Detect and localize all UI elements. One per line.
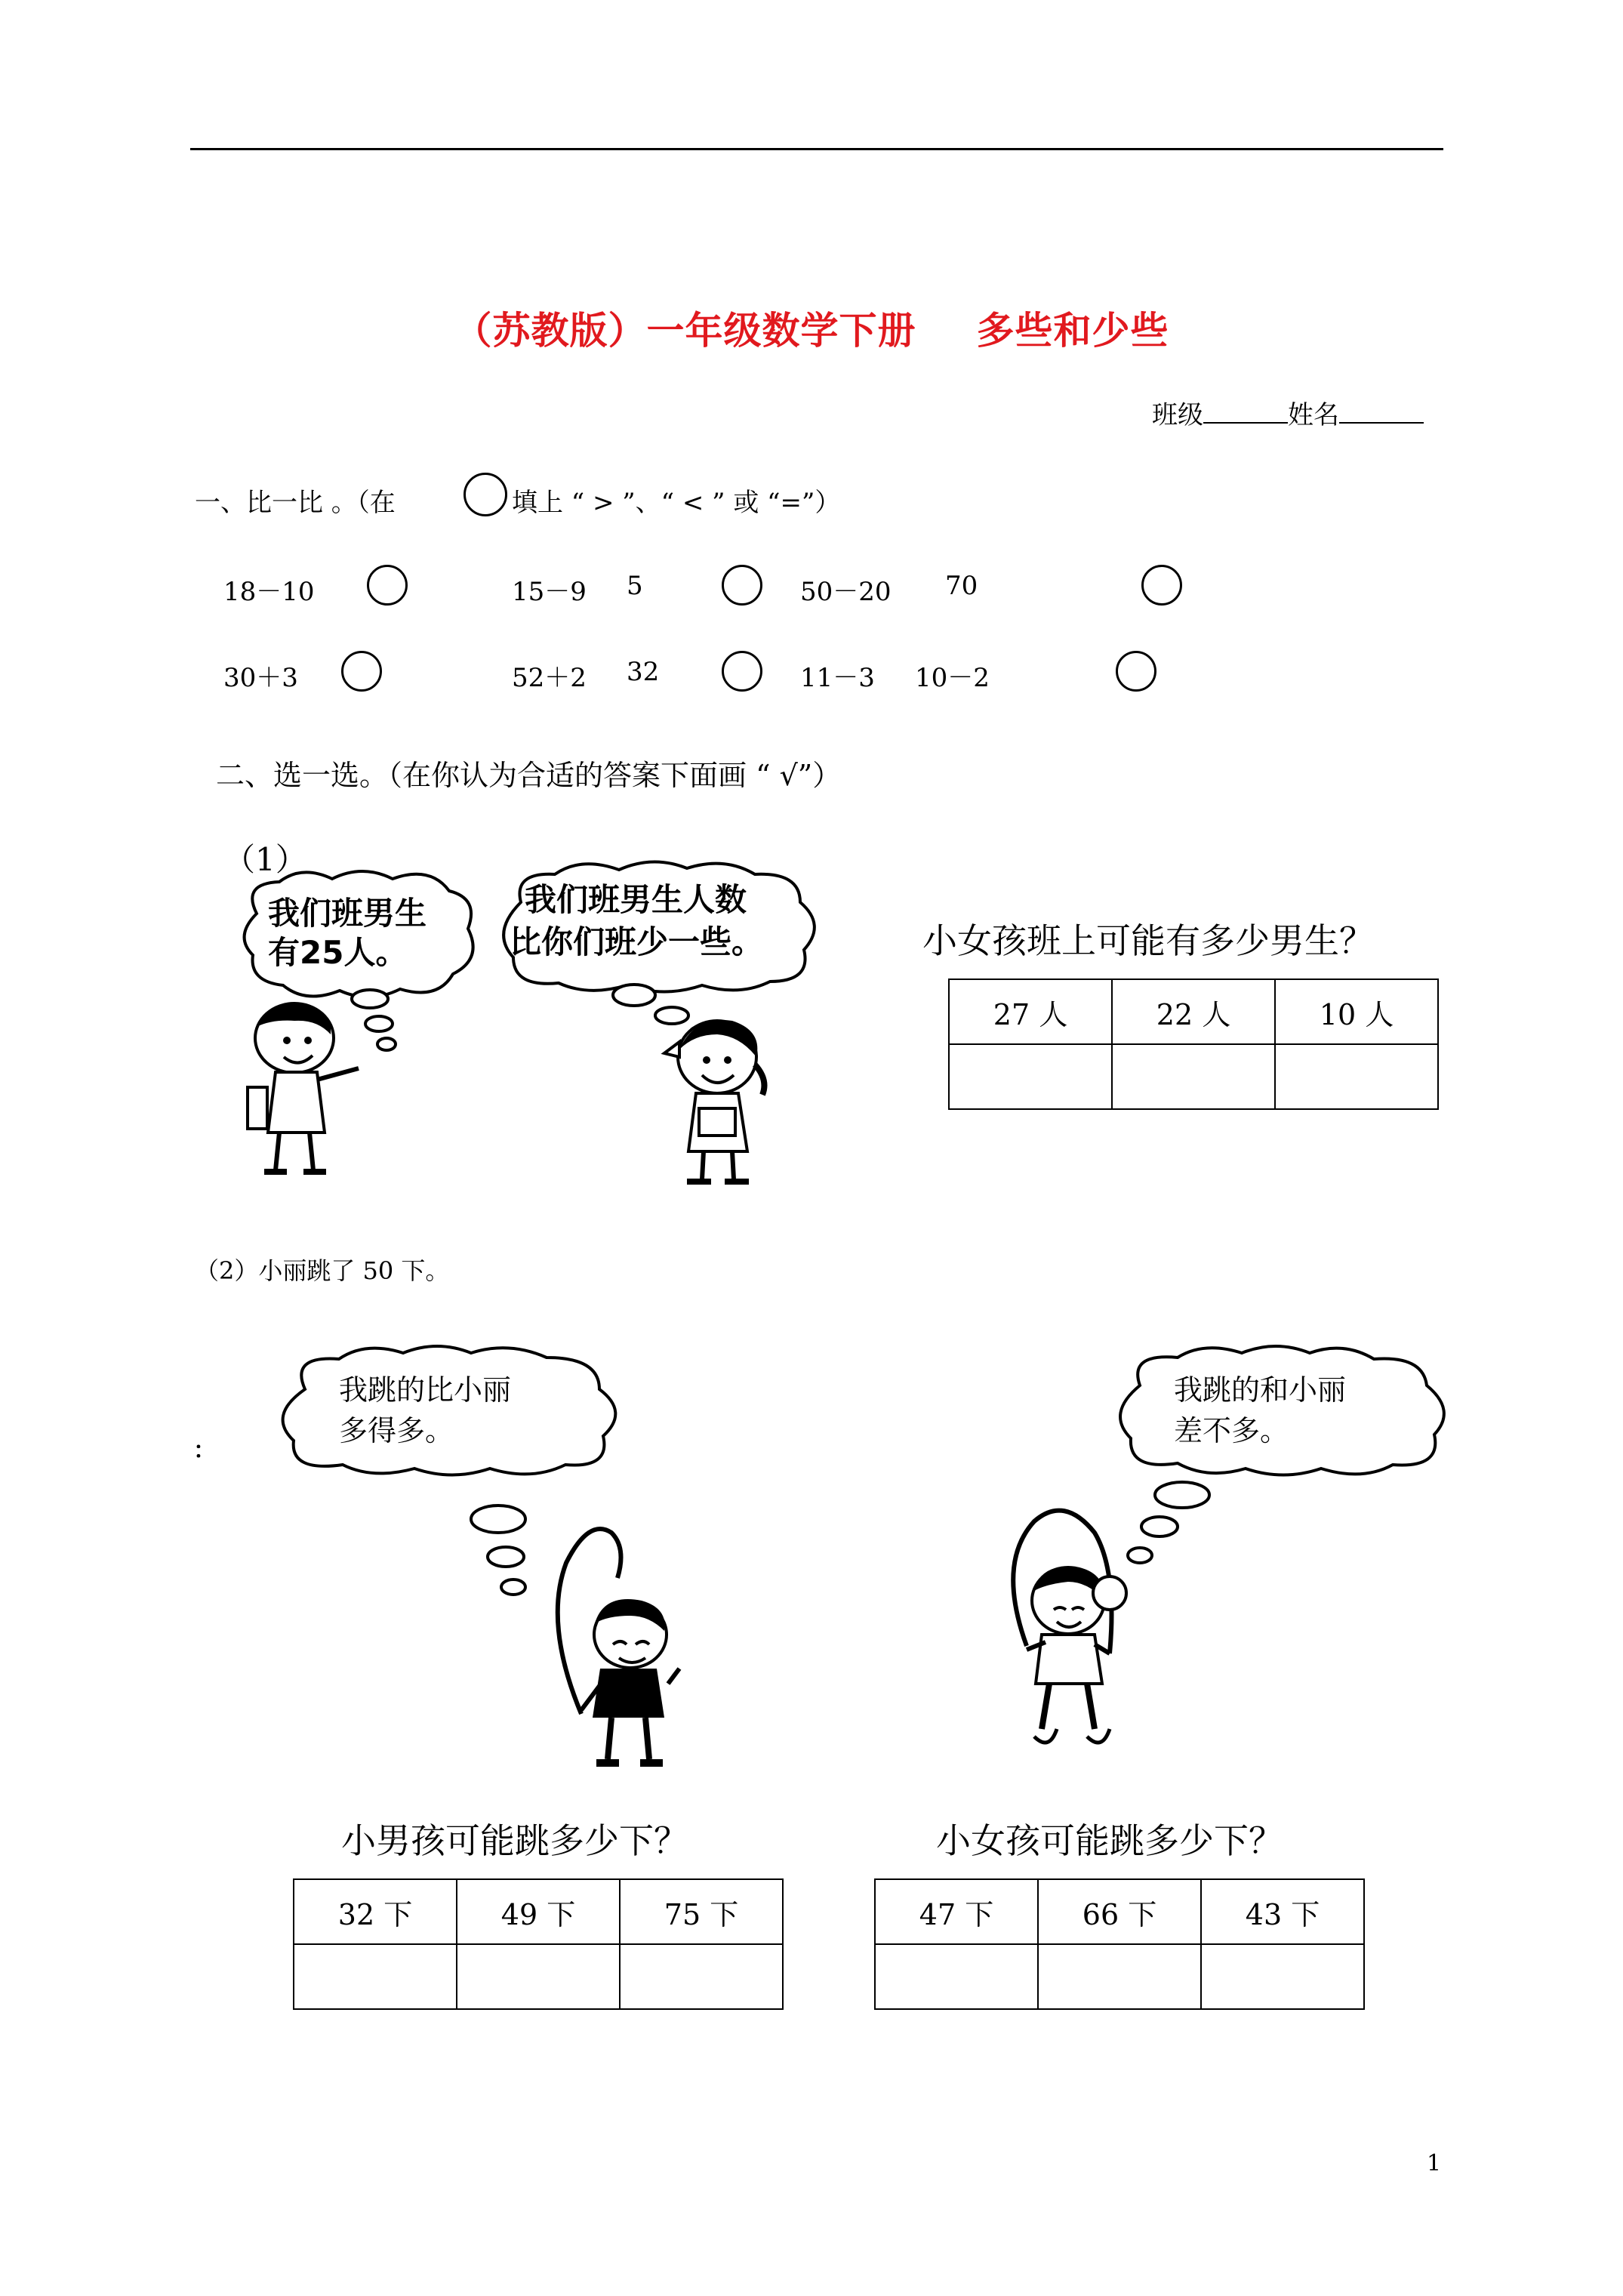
q1-option: 22 人 xyxy=(1112,979,1275,1044)
expr-r1-2: 15－9 xyxy=(512,577,587,607)
q2-boy-answer-table xyxy=(293,1878,784,2010)
answer-circle[interactable] xyxy=(367,565,408,606)
section1-heading-b: 填上 “ > ”、“ < ” 或 “=”） xyxy=(512,488,841,518)
q2-girl-option: 47 下 xyxy=(875,1879,1038,1944)
q1-option: 10 人 xyxy=(1275,979,1438,1044)
answer-circle[interactable] xyxy=(341,651,382,692)
page-number: 1 xyxy=(1427,2150,1442,2177)
q2-girl-answer-table xyxy=(874,1878,1365,2010)
section1-heading-a: 一、比一比 。（在 xyxy=(195,488,396,518)
expr-r1-1: 18－10 xyxy=(223,577,315,607)
girl2-speech-cloud xyxy=(1102,1344,1464,1480)
boy-jump-rope-illustration xyxy=(528,1518,702,1782)
q2-girl-option: 66 下 xyxy=(1038,1879,1201,1944)
q1-question: 小女孩班上可能有多少男生？ xyxy=(922,920,1374,961)
boy-cloud-line2: 有25人。 xyxy=(268,934,408,971)
section2-heading: 二、选一选。（在你认为合适的答案下面画 “ √”） xyxy=(216,759,842,792)
boy-illustration xyxy=(234,997,377,1185)
expr-r1-3: 5 xyxy=(627,571,643,601)
answer-circle[interactable] xyxy=(722,651,762,692)
example-circle xyxy=(463,473,507,516)
q1-answer-cell[interactable] xyxy=(1112,1044,1275,1109)
title-main: （苏教版）一年级数学下册 xyxy=(454,308,916,353)
q1-option: 27 人 xyxy=(949,979,1112,1044)
class-label: 班级 xyxy=(1152,400,1203,430)
answer-circle[interactable] xyxy=(1141,565,1182,606)
page-title xyxy=(0,300,1623,355)
boy2-cloud-line2: 多得多。 xyxy=(339,1414,454,1447)
q2-girl-answer-cell[interactable] xyxy=(875,1944,1038,2009)
q1-answer-cell[interactable] xyxy=(1275,1044,1438,1109)
q2-boy-answer-cell[interactable] xyxy=(620,1944,783,2009)
q2-boy-answer-cell[interactable] xyxy=(294,1944,457,2009)
girl-cloud-line2: 比你们班少一些。 xyxy=(510,923,764,960)
title-topic: 多些和少些 xyxy=(976,308,1169,353)
expr-r2-2: 52＋2 xyxy=(512,663,587,693)
expr-r2-1: 30＋3 xyxy=(223,663,298,693)
expr-r1-4: 50－20 xyxy=(800,577,892,607)
q2-girl-answer-cell[interactable] xyxy=(1201,1944,1364,2009)
girl2-cloud-line2: 差不多。 xyxy=(1174,1414,1289,1447)
top-rule xyxy=(190,148,1443,150)
expr-r2-4: 11－3 xyxy=(800,663,875,693)
answer-circle[interactable] xyxy=(722,565,762,606)
q2-boy-question: 小男孩可能跳多少下？ xyxy=(341,1820,688,1861)
boy2-cloud-line1: 我跳的比小丽 xyxy=(339,1373,512,1407)
name-blank[interactable] xyxy=(1339,401,1424,424)
girl-jump-rope-illustration xyxy=(981,1502,1155,1782)
q2-girl-answer-cell[interactable] xyxy=(1038,1944,1201,2009)
class-blank[interactable] xyxy=(1203,401,1288,424)
girl-cloud-line1: 我们班男生人数 xyxy=(525,881,747,918)
stray-colon: ： xyxy=(193,1438,216,1464)
q1-answer-cell[interactable] xyxy=(949,1044,1112,1109)
answer-circle[interactable] xyxy=(1116,651,1156,692)
q2-boy-option: 49 下 xyxy=(457,1879,620,1944)
girl-speech-cloud xyxy=(491,861,830,997)
q2-label: （2）小丽跳了 50 下。 xyxy=(195,1256,450,1285)
expr-r2-5: 10－2 xyxy=(915,663,990,693)
class-name-line xyxy=(1152,394,1424,431)
boy2-speech-cloud xyxy=(267,1344,645,1480)
q1-label: （1） xyxy=(223,841,307,878)
q1-answer-table xyxy=(948,978,1439,1110)
expr-r1-5: 70 xyxy=(945,571,978,601)
boy-cloud-line1: 我们班男生 xyxy=(268,895,427,932)
q2-boy-answer-cell[interactable] xyxy=(457,1944,620,2009)
girl2-cloud-line1: 我跳的和小丽 xyxy=(1174,1373,1347,1407)
girl-illustration xyxy=(649,1012,785,1193)
q2-boy-option: 32 下 xyxy=(294,1879,457,1944)
q2-girl-question: 小女孩可能跳多少下？ xyxy=(936,1820,1283,1861)
q2-girl-option: 43 下 xyxy=(1201,1879,1364,1944)
boy-speech-cloud xyxy=(234,868,491,1004)
name-label: 姓名 xyxy=(1288,400,1339,430)
q2-boy-option: 75 下 xyxy=(620,1879,783,1944)
expr-r2-3: 32 xyxy=(627,657,660,687)
